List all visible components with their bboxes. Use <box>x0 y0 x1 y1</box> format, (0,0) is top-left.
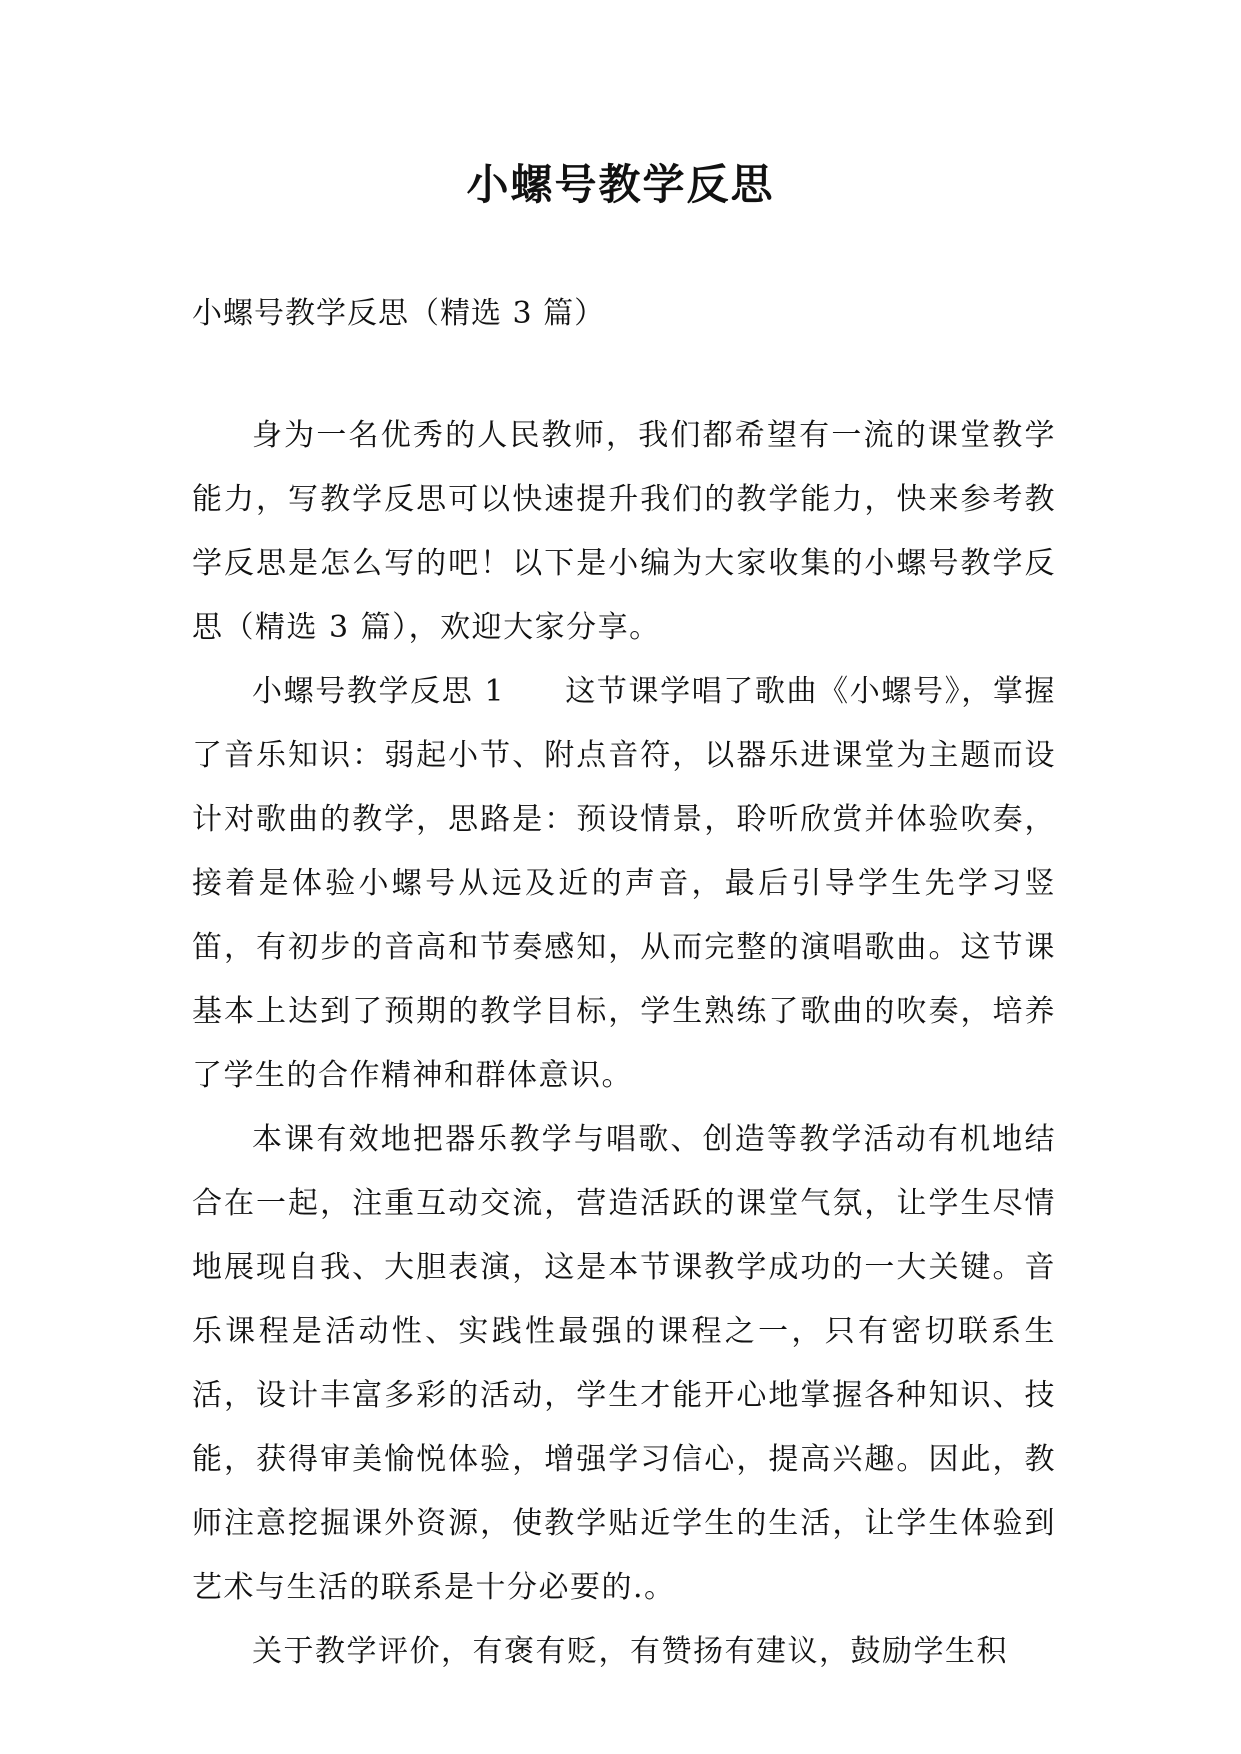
section-1-paragraph <box>192 660 1056 1108</box>
section-1-text: 这节课学唱了歌曲《小螺号》，掌握了音乐知识：弱起小节、附点音符，以器乐进课堂为主题而设计对歌曲的教学，思路是：预设情景，聆听欣赏并体验吹奏，接着是体验小螺号从远及近的声音，最后引导学生先学习竖笛，有初步的音高和节奏感知，从而完整的演唱歌曲。这节课基本上达到了预期的教学目标，学生熟练了歌曲的吹奏，培养了学生的合作精神和群体意识。 <box>192 674 1057 1093</box>
section-heading: 小螺号教学反思 1 <box>252 674 506 709</box>
document-title: 小螺号教学反思 <box>466 160 775 209</box>
document-subtitle: 小螺号教学反思（精选 3 篇） <box>192 296 606 331</box>
document-body <box>192 404 1056 1684</box>
intro-paragraph: 身为一名优秀的人民教师，我们都希望有一流的课堂教学能力，写教学反思可以快速提升我们的教学能力，快来参考教学反思是怎么写的吧！以下是小编为大家收集的小螺号教学反思（精选 3 篇），欢迎大家分享。 <box>192 418 1056 645</box>
body-paragraph: 本课有效地把器乐教学与唱歌、创造等教学活动有机地结合在一起，注重互动交流，营造活跃的课堂气氛，让学生尽情地展现自我、大胆表演，这是本节课教学成功的一大关键。音乐课程是活动性、实践性最强的课程之一，只有密切联系生活，设计丰富多彩的活动，学生才能开心地掌握各种知识、技能，获得审美愉悦体验，增强学习信心，提高兴趣。因此，教师注意挖掘课外资源，使教学贴近学生的生活，让学生体验到艺术与生活的联系是十分必要的.。 <box>192 1122 1056 1605</box>
evaluation-paragraph: 关于教学评价，有褒有贬，有赞扬有建议，鼓励学生积 <box>252 1634 1008 1669</box>
